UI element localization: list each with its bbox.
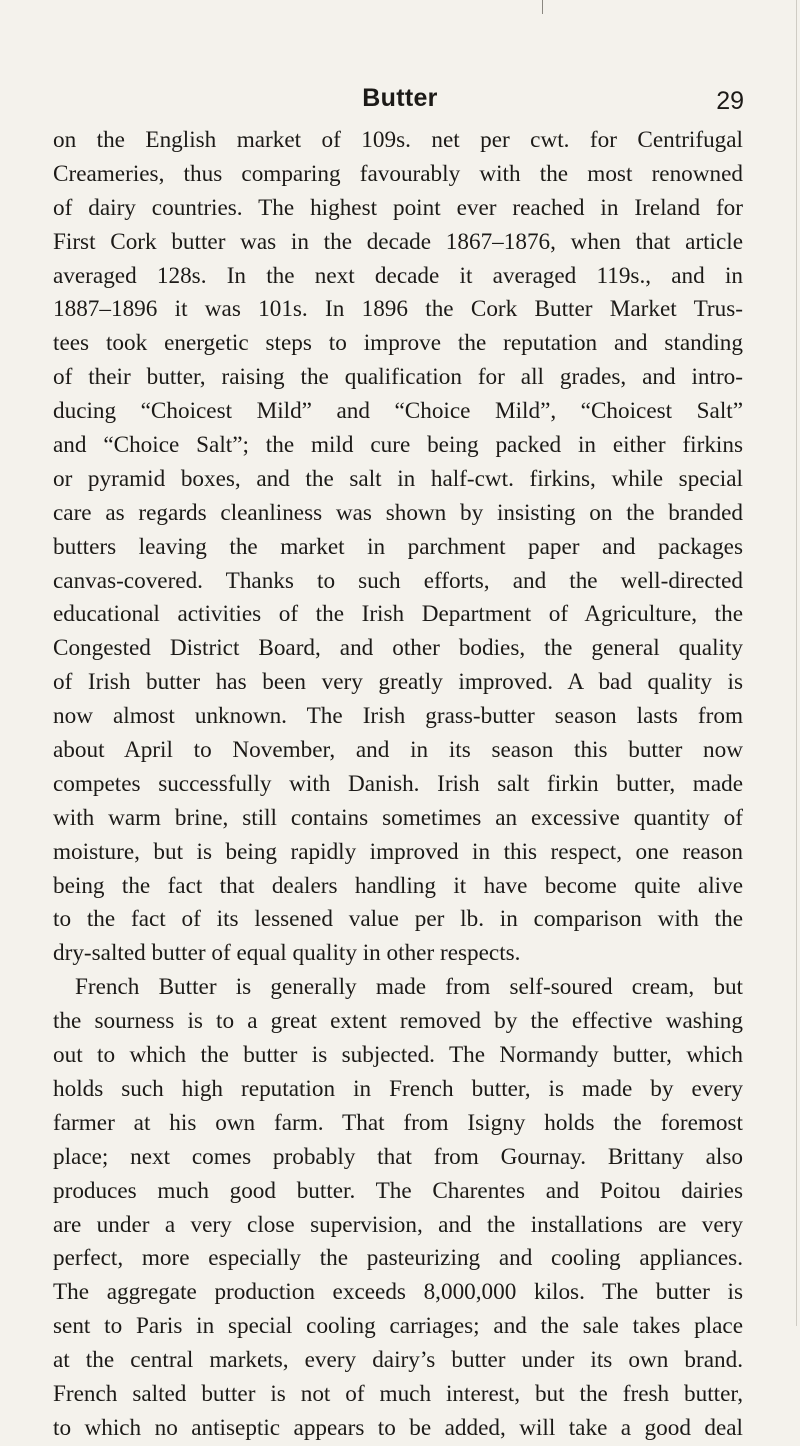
- text-line: Congested District Board, and other bodies, the general quality: [53, 635, 743, 662]
- text-line: being the fact that dealers handling it have become quite alive: [53, 872, 743, 899]
- text-line: Creameries, thus comparing favourably with the most renowned: [53, 160, 743, 187]
- text-line: educational activities of the Irish Department of Agriculture, the: [53, 601, 743, 628]
- text-line: now almost unknown. The Irish grass-butter season lasts from: [53, 703, 743, 730]
- text-line: tees took energetic steps to improve the reputation and standing: [53, 330, 743, 357]
- text-line: of dairy countries. The highest point ever reached in Ireland for: [53, 194, 743, 221]
- paragraph-end-line: dry-salted butter of equal quality in other respects.: [53, 940, 521, 967]
- running-head: [0, 82, 800, 122]
- text-line: French salted butter is not of much interest, but the fresh butter,: [53, 1380, 743, 1407]
- text-line: on the English market of 109s. net per cwt. for Centrifugal: [53, 127, 743, 153]
- text-line: holds such high reputation in French butter, is made by every: [53, 1075, 743, 1102]
- text-line: to which no antiseptic appears to be added, will take a good deal: [53, 1414, 743, 1441]
- chapter-title: Butter: [362, 84, 438, 112]
- body-text: [53, 124, 743, 1446]
- text-line: The aggregate production exceeds 8,000,000 kilos. The butter is: [53, 1279, 743, 1306]
- text-line: averaged 128s. In the next decade it averaged 119s., and in: [53, 262, 743, 289]
- text-line: of their butter, raising the qualification for all grades, and intro-: [53, 364, 743, 391]
- text-line: 1887–1896 it was 101s. In 1896 the Cork Butter Market Trus-: [53, 296, 743, 323]
- text-line: place; next comes probably that from Gournay. Brittany also: [53, 1143, 743, 1170]
- text-line: about April to November, and in its season this butter now: [53, 737, 743, 764]
- text-line: to the fact of its lessened value per lb. in comparison with the: [53, 906, 743, 933]
- text-line: or pyramid boxes, and the salt in half-cwt. firkins, while special: [53, 465, 743, 492]
- page-edge: [796, 0, 797, 1326]
- text-line: butters leaving the market in parchment paper and packages: [53, 533, 743, 560]
- text-line: ducing “Choicest Mild” and “Choice Mild”, “Choicest Salt”: [53, 398, 743, 425]
- page-fold-line: [542, 0, 543, 14]
- text-line: canvas-covered. Thanks to such efforts, and the well-directed: [53, 567, 743, 594]
- text-line: competes successfully with Danish. Irish salt firkin butter, made: [53, 770, 743, 797]
- text-line: and “Choice Salt”; the mild cure being packed in either firkins: [53, 432, 743, 459]
- text-line: farmer at his own farm. That from Isigny holds the foremost: [53, 1109, 743, 1136]
- section-start-line: French Butter is generally made from self-soured cream, but: [75, 974, 743, 1001]
- text-line: First Cork butter was in the decade 1867–1876, when that article: [53, 228, 743, 255]
- page-number: 29: [716, 87, 744, 115]
- text-line: perfect, more especially the pasteurizing and cooling appliances.: [53, 1245, 743, 1272]
- text-line: sent to Paris in special cooling carriages; and the sale takes place: [53, 1313, 743, 1340]
- text-line: of Irish butter has been very greatly improved. A bad quality is: [53, 669, 743, 696]
- text-line: at the central markets, every dairy’s butter under its own brand.: [53, 1347, 743, 1374]
- text-line: moisture, but is being rapidly improved in this respect, one reason: [53, 838, 743, 865]
- text-line: are under a very close supervision, and the installations are very: [53, 1211, 743, 1238]
- text-line: out to which the butter is subjected. The Normandy butter, which: [53, 1042, 743, 1069]
- text-line: produces much good butter. The Charentes and Poitou dairies: [53, 1177, 743, 1204]
- text-line: with warm brine, still contains sometimes an excessive quantity of: [53, 804, 743, 831]
- text-line: the sourness is to a great extent removed by the effective washing: [53, 1008, 743, 1035]
- text-line: care as regards cleanliness was shown by insisting on the branded: [53, 499, 743, 526]
